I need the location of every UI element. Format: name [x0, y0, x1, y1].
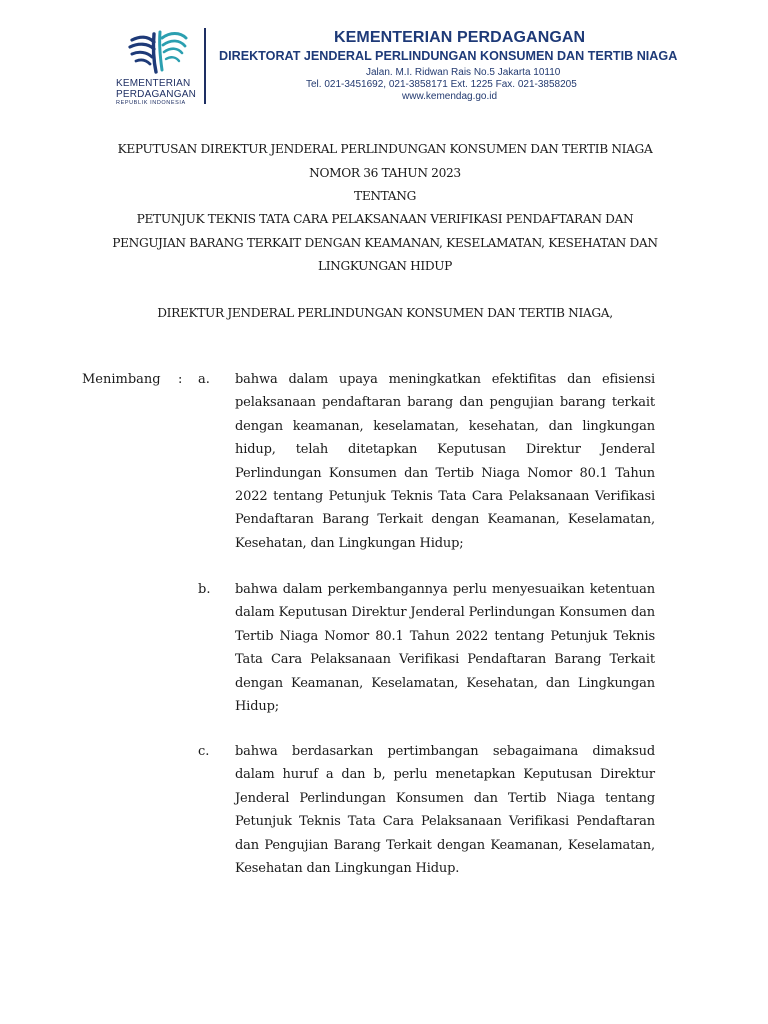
- letterhead: [0, 0, 768, 110]
- item-a-marker: a.: [198, 372, 210, 387]
- address: Jalan. M.I. Ridwan Rais No.5 Jakarta 10110: [366, 67, 561, 78]
- logo-text-line1: KEMENTERIAN: [116, 78, 191, 89]
- letterhead-divider: [204, 28, 206, 104]
- item-b-marker: b.: [198, 582, 211, 597]
- decree-subject-line1: PETUNJUK TEKNIS TATA CARA PELAKSANAAN VERIFIKASI PENDAFTARAN DAN: [136, 212, 634, 226]
- decree-title-line1: KEPUTUSAN DIREKTUR JENDERAL PERLINDUNGAN KONSUMEN DAN TERTIB NIAGA: [117, 142, 653, 156]
- menimbang-label: Menimbang: [82, 372, 161, 387]
- item-c-text: bahwa berdasarkan pertimbangan sebagaimana dimaksud dalam huruf a dan b, perlu menetapkan Keputusan Direktur Jenderal Perlindungan Konsumen dan Tertib Niaga tentang Petunjuk Teknis Tata Cara Pelaksanaan Verifikasi Pendaftaran dan Pengujian Barang Terkait dengan Keamanan, Keselamatan, Kesehatan dan Lingkungan Hidup.: [235, 744, 655, 877]
- ministry-name: KEMENTERIAN PERDAGANGAN: [334, 29, 586, 46]
- ministry-logo: [112, 26, 202, 108]
- decree-subject-line3: LINGKUNGAN HIDUP: [317, 259, 453, 273]
- item-c-marker: c.: [198, 744, 210, 759]
- phone-fax: Tel. 021-3451692, 021-3858171 Ext. 1225 Fax. 021-3858205: [306, 79, 577, 90]
- decree-number: NOMOR 36 TAHUN 2023: [309, 166, 461, 180]
- issuing-official: DIREKTUR JENDERAL PERLINDUNGAN KONSUMEN DAN TERTIB NIAGA,: [157, 306, 613, 320]
- item-a-text: bahwa dalam upaya meningkatkan efektifitas dan efisiensi pelaksanaan pendaftaran barang dan pengujian barang terkait dengan keamanan, keselamatan, kesehatan, dan lingkungan hidup, telah ditetapkan Keputusan Direktur Jenderal Perlindungan Konsumen dan Tertib Niaga Nomor 80.1 Tahun 2022 tentang Petunjuk Teknis Tata Cara Pelaksanaan Verifikasi Pendaftaran Barang Terkait dengan Keamanan, Keselamatan, Kesehatan, dan Lingkungan Hidup;: [235, 372, 655, 551]
- menimbang-colon: :: [178, 372, 183, 387]
- kemendag-logo-icon: [122, 26, 192, 76]
- logo-text-line2: PERDAGANGAN: [116, 89, 196, 100]
- item-b-text: bahwa dalam perkembangannya perlu menyesuaikan ketentuan dalam Keputusan Direktur Jenderal Perlindungan Konsumen dan Tertib Niaga Nomor 80.1 Tahun 2022 tentang Petunjuk Teknis Tata Cara Pelaksanaan Verifikasi Pendaftaran Barang Terkait dengan Keamanan, Keselamatan, Kesehatan, dan Lingkungan Hidup;: [235, 582, 655, 715]
- decree-subject-line2: PENGUJIAN BARANG TERKAIT DENGAN KEAMANAN, KESELAMATAN, KESEHATAN DAN: [112, 236, 658, 250]
- decree-tentang: TENTANG: [354, 189, 416, 203]
- website-link[interactable]: www.kemendag.go.id: [402, 91, 498, 102]
- directorate-name: DIREKTORAT JENDERAL PERLINDUNGAN KONSUMEN DAN TERTIB NIAGA: [219, 49, 678, 63]
- logo-text-line3: REPUBLIK INDONESIA: [116, 100, 186, 106]
